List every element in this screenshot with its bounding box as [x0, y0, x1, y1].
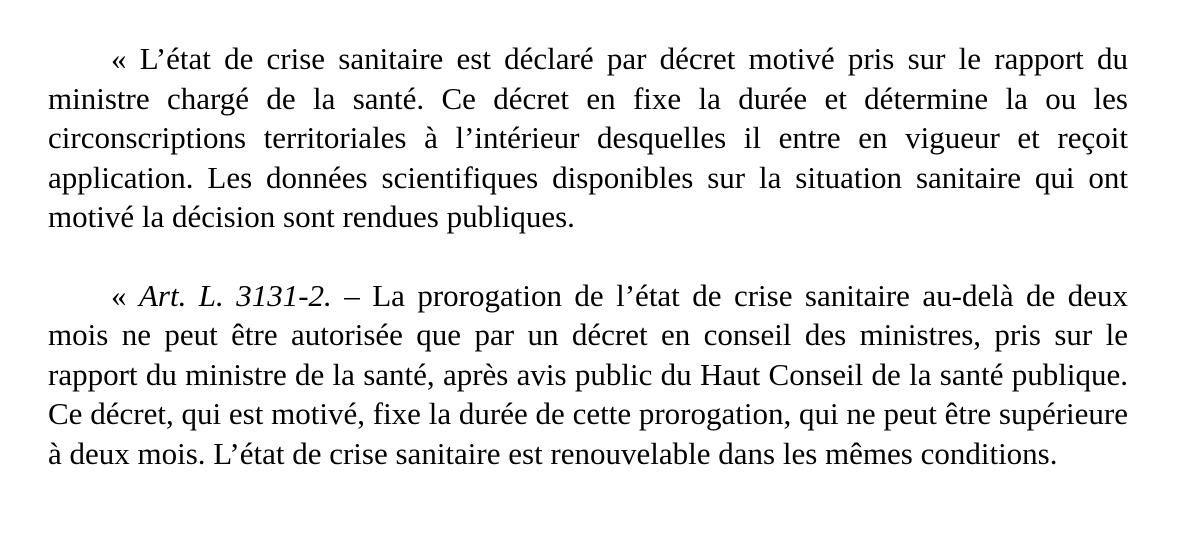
paragraph-declaration [48, 39, 1128, 237]
opening-quote: « [111, 277, 139, 313]
paragraph-text: La prorogation de l’état de crise sanitaire au-delà de deux mois ne peut être autorisée que par un décret en conseil des ministres, pris sur le rapport du ministre de la santé, après avis public du Haut Conseil de la santé publique. Ce décret, qui est motivé, fixe la durée de cette prorogation, qui ne peut être supérieure à deux mois. L’état de crise sanitaire est renouvelable dans les mêmes conditions. [48, 277, 1129, 471]
legal-text-document [48, 39, 1128, 473]
article-separator: – [331, 277, 373, 313]
paragraph-text: « L’état de crise sanitaire est déclaré par décret motivé pris sur le rapport du ministre chargé de la santé. Ce décret en fixe la durée et détermine la ou les circonscriptions territoriales à l’intérieur desquelles il entre en vigueur et reçoit application. Les données scientifiques disponibles sur la situation sanitaire qui ont motivé la décision sont rendues publiques. [48, 41, 1128, 234]
article-reference: Art. L. 3131-2. [138, 277, 332, 313]
paragraph-article-l3131-2 [48, 276, 1128, 474]
